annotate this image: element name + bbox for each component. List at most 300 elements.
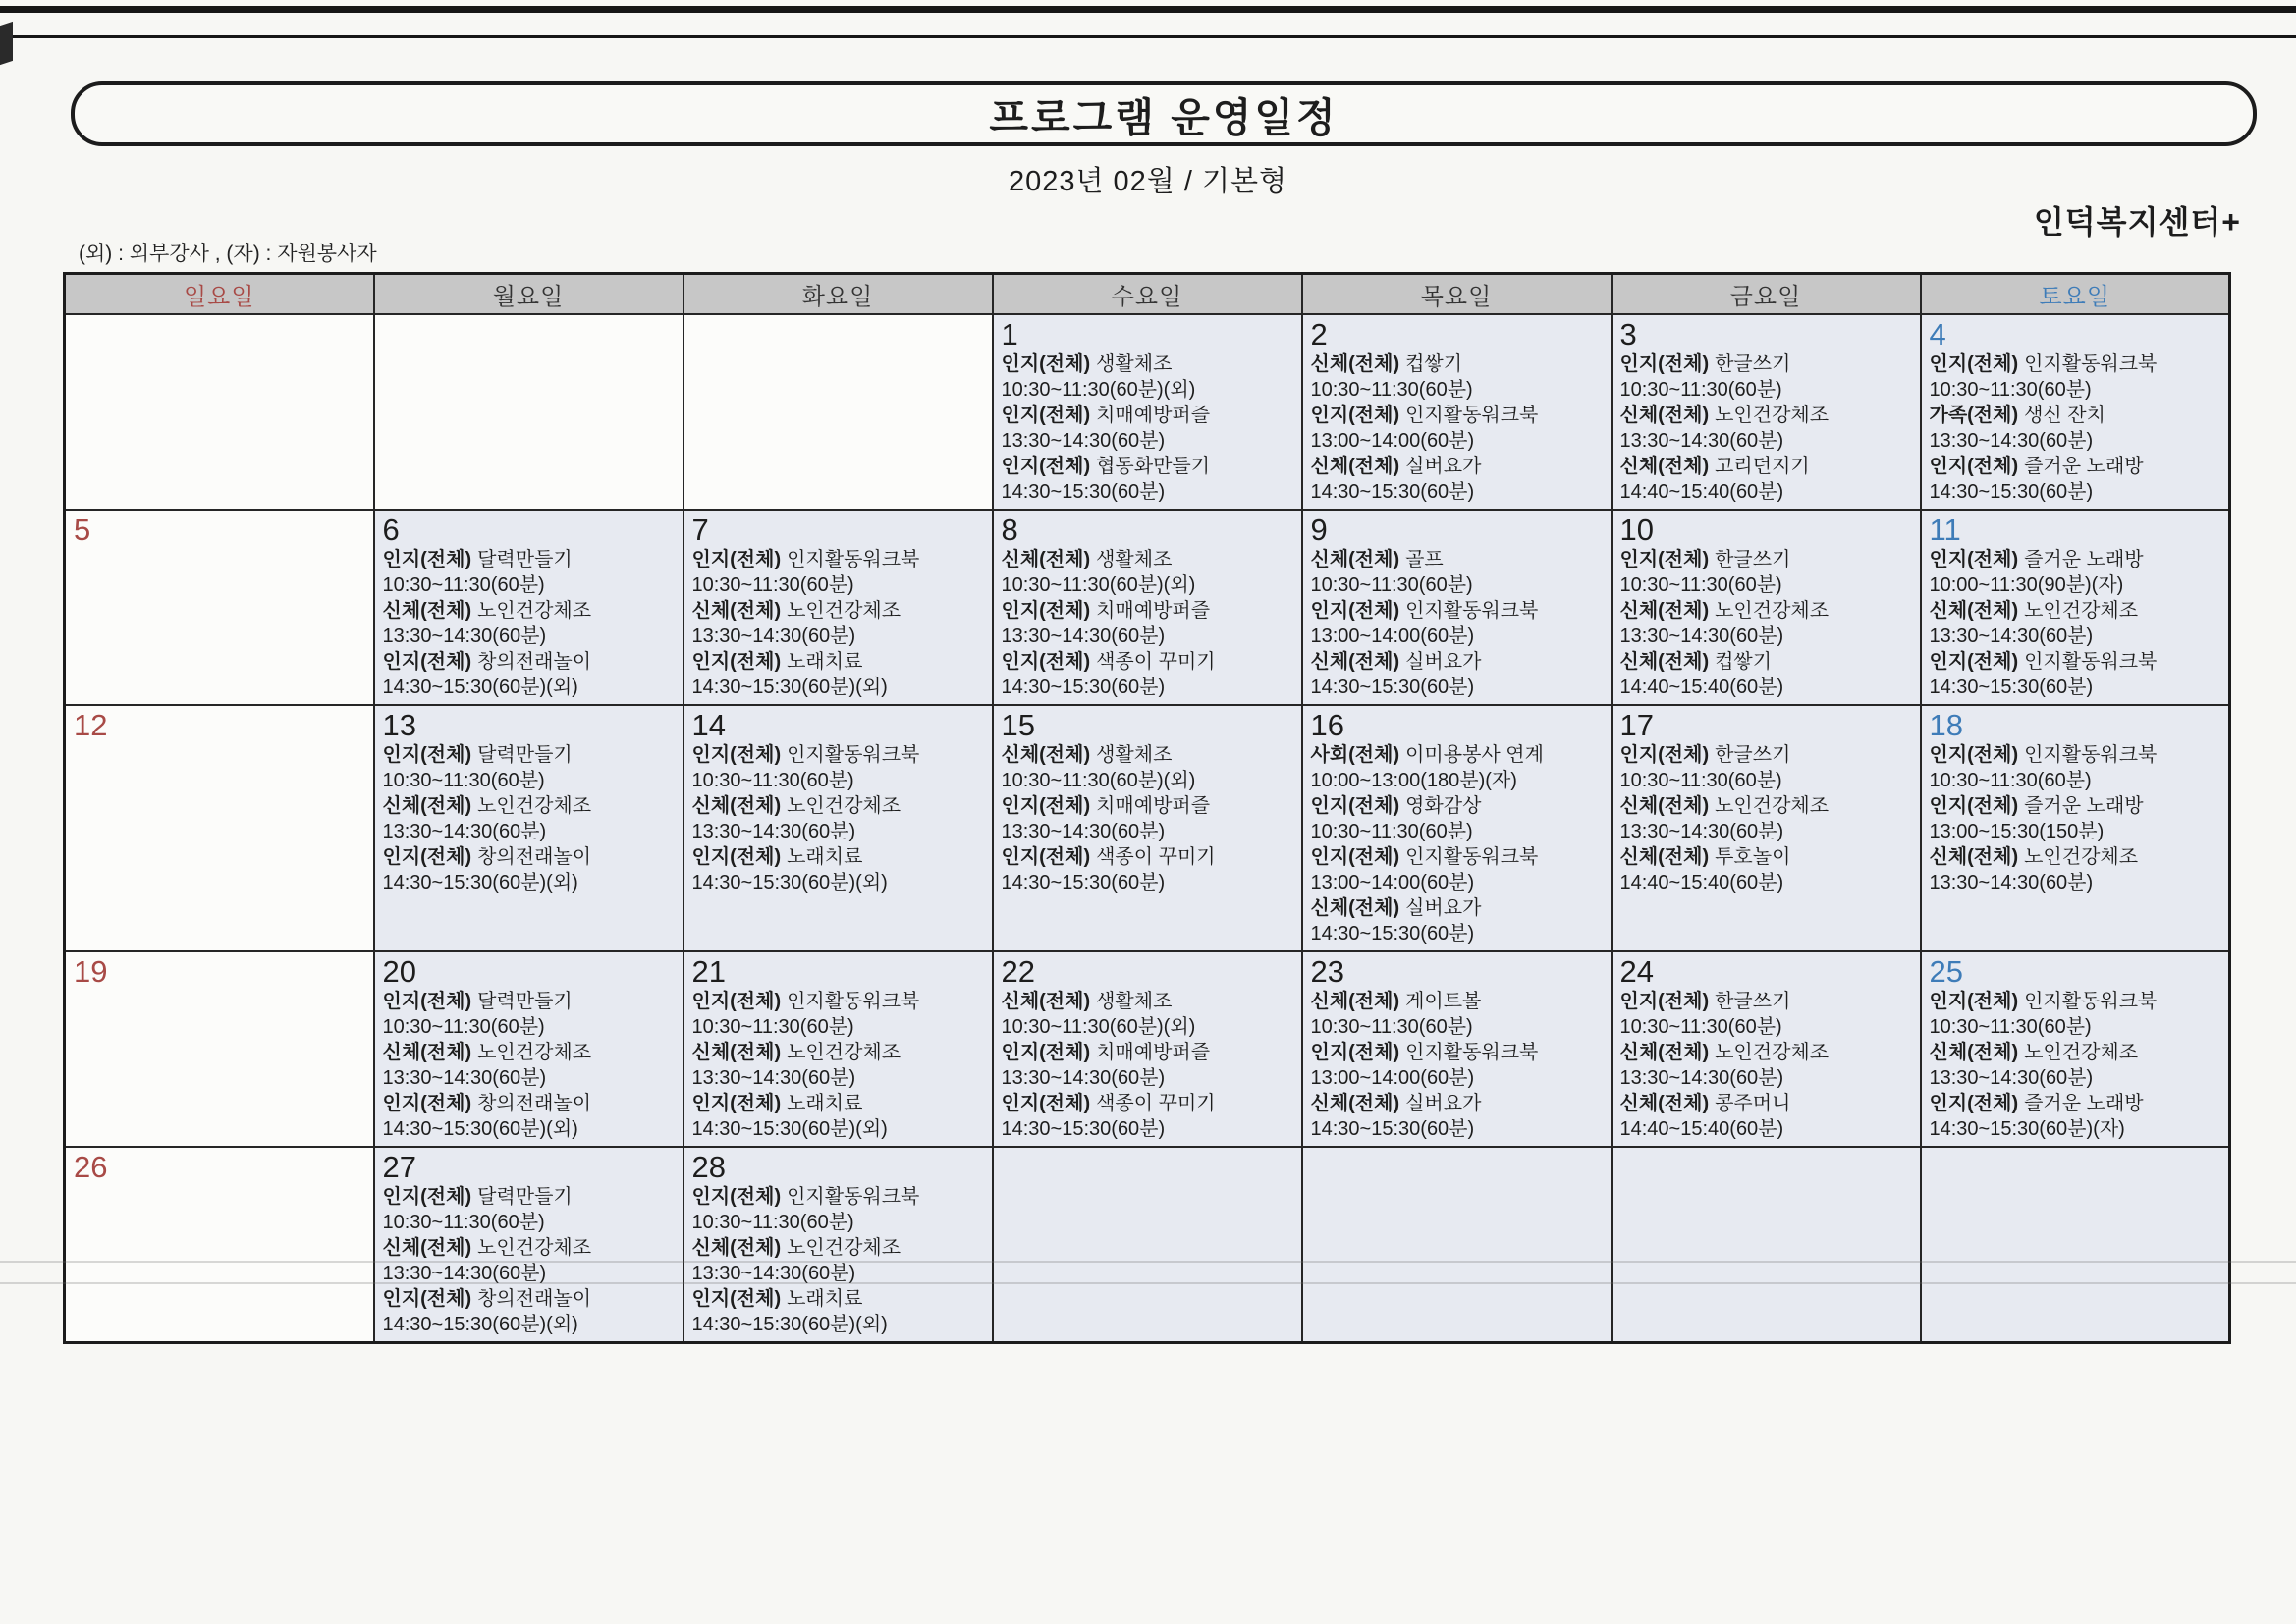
day-number: 3 [1619, 317, 1637, 352]
program-title-line [692, 1091, 988, 1116]
program-category: 신체(전체) [691, 1042, 782, 1063]
day-number: 7 [691, 513, 709, 547]
program-title-line [1002, 742, 1297, 768]
program-title-line [692, 989, 988, 1014]
program-time: 10:30~11:30(60분) [1929, 379, 2092, 401]
page-subtitle: 2023년 02월 / 기본형 [1008, 166, 1288, 197]
program-time: 10:30~11:30(60분) [1310, 574, 1473, 596]
program-item [383, 1040, 679, 1091]
program-title-line [692, 793, 988, 819]
program-title-line [1620, 598, 1916, 623]
program-item [1002, 1091, 1297, 1142]
program-category: 인지(전체) [1619, 353, 1710, 375]
program-time: 14:30~15:30(60분)(외) [382, 872, 578, 893]
day-number: 6 [382, 513, 400, 547]
program-item [1002, 793, 1297, 844]
program-activity: 즐거운 노래방 [2024, 549, 2144, 570]
program-title-line [1002, 1040, 1297, 1065]
day-cell [683, 951, 993, 1147]
program-activity: 생활체조 [1096, 744, 1173, 766]
program-title-line [1002, 989, 1297, 1014]
program-title-line [1620, 403, 1916, 428]
day-cell [993, 510, 1302, 705]
program-time: 10:30~11:30(60분) [1310, 379, 1473, 401]
program-title-line [1002, 352, 1297, 377]
program-category: 인지(전체) [382, 846, 472, 868]
program-item [1620, 1040, 1916, 1091]
program-time: 10:30~11:30(60분) [1310, 1016, 1473, 1038]
program-title-line [1002, 454, 1297, 479]
program-activity: 실버요가 [1405, 1093, 1482, 1114]
program-item [1930, 989, 2225, 1040]
program-item [1930, 352, 2225, 403]
program-category: 인지(전체) [382, 1288, 472, 1310]
program-time: 14:30~15:30(60분)(외) [382, 1118, 578, 1140]
program-category: 인지(전체) [382, 1093, 472, 1114]
program-category: 신체(전체) [382, 1237, 472, 1259]
program-category: 인지(전체) [1929, 651, 2019, 673]
program-time: 14:30~15:30(60분) [1001, 1118, 1166, 1140]
program-category: 인지(전체) [691, 1093, 782, 1114]
day-header-sun: 일요일 [65, 274, 374, 315]
program-category: 신체(전체) [1310, 1093, 1400, 1114]
program-category: 신체(전체) [382, 600, 472, 622]
program-item [1311, 454, 1607, 505]
program-time: 13:30~14:30(60분) [382, 1263, 547, 1284]
program-item [692, 649, 988, 700]
day-number: 21 [691, 954, 726, 989]
program-activity: 한글쓰기 [1715, 991, 1791, 1012]
program-time: 10:00~13:00(180분)(자) [1310, 770, 1517, 791]
program-activity: 한글쓰기 [1715, 353, 1791, 375]
program-activity: 컵쌓기 [1715, 651, 1773, 673]
program-time: 13:30~14:30(60분) [1929, 625, 2094, 647]
program-category: 인지(전체) [1001, 456, 1091, 477]
program-title-line [1930, 547, 2225, 572]
day-cell [993, 1147, 1302, 1343]
program-title-line [1311, 352, 1607, 377]
program-category: 인지(전체) [1929, 744, 2019, 766]
program-category: 신체(전체) [1929, 600, 2019, 622]
program-category: 인지(전체) [691, 846, 782, 868]
program-item [1930, 649, 2225, 700]
day-number: 16 [1310, 708, 1344, 742]
program-item [1002, 1040, 1297, 1091]
program-category: 사회(전체) [1310, 744, 1400, 766]
day-header-weekday-5: 금요일 [1612, 274, 1921, 315]
day-cell [65, 951, 374, 1147]
program-time: 10:30~11:30(60분)(외) [1001, 1016, 1196, 1038]
program-title-line [1002, 598, 1297, 623]
day-number: 23 [1310, 954, 1344, 989]
program-title-line [383, 793, 679, 819]
program-activity: 한글쓰기 [1715, 549, 1791, 570]
program-activity: 색종이 꾸미기 [1096, 1093, 1216, 1114]
program-time: 14:40~15:40(60분) [1619, 1118, 1784, 1140]
program-time: 14:30~15:30(60분) [1001, 677, 1166, 698]
program-title-line [692, 547, 988, 572]
program-category: 신체(전체) [691, 600, 782, 622]
program-category: 인지(전체) [1001, 600, 1091, 622]
program-time: 13:30~14:30(60분) [1001, 821, 1166, 842]
program-title-line [1311, 895, 1607, 921]
program-time: 10:30~11:30(60분) [1929, 1016, 2092, 1038]
day-number: 17 [1619, 708, 1654, 742]
program-activity: 실버요가 [1405, 897, 1482, 919]
program-time: 10:30~11:30(60분) [691, 770, 854, 791]
week-row [65, 705, 2230, 951]
program-item [692, 1091, 988, 1142]
program-title-line [383, 1235, 679, 1261]
program-category: 인지(전체) [1310, 600, 1400, 622]
week-row [65, 951, 2230, 1147]
program-title-line [1002, 403, 1297, 428]
program-item [1620, 649, 1916, 700]
program-time: 10:30~11:30(60분) [1619, 770, 1782, 791]
program-time: 10:30~11:30(60분)(외) [1001, 770, 1196, 791]
program-item [1311, 895, 1607, 947]
program-item [1930, 1091, 2225, 1142]
program-category: 신체(전체) [1310, 353, 1400, 375]
program-activity: 인지활동워크북 [1405, 405, 1539, 426]
program-category: 신체(전체) [1001, 549, 1091, 570]
program-category: 인지(전체) [382, 651, 472, 673]
program-item [1002, 989, 1297, 1040]
program-title-line [1311, 742, 1607, 768]
program-category: 신체(전체) [1310, 651, 1400, 673]
program-activity: 즐거운 노래방 [2024, 1093, 2144, 1114]
program-category: 인지(전체) [1619, 991, 1710, 1012]
program-title-line [692, 742, 988, 768]
program-activity: 노인건강체조 [787, 795, 902, 817]
program-time: 14:30~15:30(60분) [1001, 481, 1166, 503]
program-activity: 달력만들기 [477, 1186, 573, 1208]
program-category: 신체(전체) [1619, 600, 1710, 622]
program-item [1311, 844, 1607, 895]
program-activity: 노인건강체조 [787, 600, 902, 622]
program-item [1620, 547, 1916, 598]
program-activity: 인지활동워크북 [2024, 353, 2158, 375]
day-cell [993, 951, 1302, 1147]
program-title-line [1930, 844, 2225, 870]
program-time: 14:30~15:30(60분)(외) [691, 1118, 888, 1140]
day-cell [683, 1147, 993, 1343]
program-activity: 노인건강체조 [1715, 405, 1830, 426]
program-category: 인지(전체) [1001, 795, 1091, 817]
program-activity: 색종이 꾸미기 [1096, 651, 1216, 673]
program-item [383, 649, 679, 700]
day-number: 26 [74, 1150, 108, 1184]
program-activity: 게이트볼 [1405, 991, 1482, 1012]
program-title-line [692, 1184, 988, 1210]
program-time: 10:00~11:30(90분)(자) [1929, 574, 2124, 596]
program-time: 13:30~14:30(60분) [691, 821, 856, 842]
program-time: 10:30~11:30(60분)(외) [1001, 379, 1196, 401]
program-activity: 노인건강체조 [2024, 846, 2139, 868]
day-cell [374, 314, 683, 510]
program-category: 가족(전체) [1929, 405, 2019, 426]
program-item [383, 547, 679, 598]
program-time: 13:00~14:00(60분) [1310, 872, 1475, 893]
program-title-line [1930, 793, 2225, 819]
program-item [1002, 742, 1297, 793]
program-activity: 인지활동워크북 [1405, 846, 1539, 868]
page-title: 프로그램 운영일정 [989, 94, 1339, 140]
program-category: 인지(전체) [1929, 456, 2019, 477]
program-category: 인지(전체) [1001, 846, 1091, 868]
program-title-line [692, 1286, 988, 1312]
program-item [692, 742, 988, 793]
program-title-line [1002, 547, 1297, 572]
day-number: 18 [1929, 708, 1963, 742]
program-category: 인지(전체) [1001, 1093, 1091, 1114]
program-time: 10:30~11:30(60분) [1929, 770, 2092, 791]
day-number: 27 [382, 1150, 416, 1184]
day-header-weekday-3: 수요일 [993, 274, 1302, 315]
program-category: 인지(전체) [1001, 1042, 1091, 1063]
scan-artifact-line [0, 6, 2296, 13]
program-activity: 노인건강체조 [787, 1237, 902, 1259]
program-time: 13:30~14:30(60분) [382, 1067, 547, 1089]
day-cell [65, 510, 374, 705]
day-number: 19 [74, 954, 108, 989]
program-item [383, 793, 679, 844]
day-number: 5 [74, 513, 91, 547]
day-number: 24 [1619, 954, 1654, 989]
program-title-line [1620, 547, 1916, 572]
program-title-line [1930, 454, 2225, 479]
program-time: 13:30~14:30(60분) [691, 1067, 856, 1089]
program-item [1002, 403, 1297, 454]
week-row [65, 510, 2230, 705]
calendar-body [65, 314, 2230, 1343]
program-category: 인지(전체) [1929, 549, 2019, 570]
program-title-line [1930, 649, 2225, 675]
program-title-line [383, 547, 679, 572]
program-activity: 노인건강체조 [1715, 795, 1830, 817]
day-cell [1612, 951, 1921, 1147]
program-time: 14:30~15:30(60분)(외) [691, 1314, 888, 1335]
program-category: 신체(전체) [1619, 456, 1710, 477]
program-title-line [1620, 844, 1916, 870]
program-time: 13:30~14:30(60분) [1929, 872, 2094, 893]
program-time: 13:00~15:30(150분) [1929, 821, 2105, 842]
program-item [1620, 403, 1916, 454]
program-title-line [1311, 598, 1607, 623]
program-time: 14:40~15:40(60분) [1619, 677, 1784, 698]
program-item [1620, 793, 1916, 844]
program-category: 인지(전체) [691, 651, 782, 673]
program-title-line [1002, 793, 1297, 819]
program-category: 신체(전체) [1310, 991, 1400, 1012]
program-activity: 노래치료 [787, 651, 863, 673]
program-category: 인지(전체) [1929, 795, 2019, 817]
day-number: 12 [74, 708, 108, 742]
program-time: 10:30~11:30(60분) [691, 1016, 854, 1038]
calendar-table [63, 272, 2231, 1344]
program-activity: 인지활동워크북 [1405, 600, 1539, 622]
program-activity: 달력만들기 [477, 744, 573, 766]
day-header-weekday-1: 월요일 [374, 274, 683, 315]
day-number: 8 [1001, 513, 1018, 547]
program-item [383, 1286, 679, 1337]
day-cell [65, 705, 374, 951]
program-title-line [1311, 649, 1607, 675]
week-row [65, 314, 2230, 510]
program-title-line [1311, 793, 1607, 819]
program-item [692, 1184, 988, 1235]
program-category: 인지(전체) [1929, 991, 2019, 1012]
program-time: 14:30~15:30(60분) [1310, 923, 1475, 945]
program-time: 14:30~15:30(60분) [1929, 677, 2094, 698]
day-number: 2 [1310, 317, 1328, 352]
program-item [1002, 844, 1297, 895]
program-item [383, 1184, 679, 1235]
program-category: 신체(전체) [382, 795, 472, 817]
program-activity: 인지활동워크북 [1405, 1042, 1539, 1063]
program-time: 10:30~11:30(60분) [691, 1212, 854, 1233]
program-item [383, 742, 679, 793]
program-item [692, 1286, 988, 1337]
program-time: 14:40~15:40(60분) [1619, 872, 1784, 893]
program-item [1930, 742, 2225, 793]
program-category: 신체(전체) [1619, 846, 1710, 868]
program-category: 신체(전체) [1619, 1042, 1710, 1063]
program-activity: 창의전래놀이 [477, 651, 592, 673]
day-number: 10 [1619, 513, 1654, 547]
program-item [1002, 547, 1297, 598]
program-item [1002, 598, 1297, 649]
program-item [1930, 547, 2225, 598]
program-time: 13:30~14:30(60분) [1619, 625, 1784, 647]
program-title-line [1002, 649, 1297, 675]
day-header-weekday-4: 목요일 [1302, 274, 1612, 315]
day-cell [1302, 1147, 1612, 1343]
program-item [692, 598, 988, 649]
program-activity: 노래치료 [787, 846, 863, 868]
program-item [1930, 1040, 2225, 1091]
program-item [1620, 352, 1916, 403]
program-category: 인지(전체) [691, 1186, 782, 1208]
center-name: 인덕복지센터+ [2033, 204, 2241, 240]
program-title-line [1002, 1091, 1297, 1116]
day-cell [1612, 314, 1921, 510]
program-title-line [692, 844, 988, 870]
program-item [1311, 352, 1607, 403]
program-category: 인지(전체) [1310, 846, 1400, 868]
program-activity: 영화감상 [1405, 795, 1482, 817]
program-category: 인지(전체) [1001, 353, 1091, 375]
program-activity: 노인건강체조 [477, 795, 592, 817]
program-category: 인지(전체) [382, 991, 472, 1012]
program-category: 인지(전체) [1310, 795, 1400, 817]
program-title-line [692, 1040, 988, 1065]
program-item [1620, 454, 1916, 505]
program-activity: 인지활동워크북 [787, 991, 920, 1012]
program-category: 신체(전체) [691, 1237, 782, 1259]
program-item [1620, 742, 1916, 793]
program-title-line [1620, 989, 1916, 1014]
program-activity: 골프 [1405, 549, 1444, 570]
program-category: 인지(전체) [382, 744, 472, 766]
day-number: 22 [1001, 954, 1035, 989]
program-activity: 창의전래놀이 [477, 1093, 592, 1114]
program-title-line [383, 742, 679, 768]
program-activity: 생활체조 [1096, 549, 1173, 570]
program-category: 인지(전체) [691, 549, 782, 570]
program-activity: 고리던지기 [1715, 456, 1810, 477]
program-activity: 노인건강체조 [477, 1237, 592, 1259]
program-activity: 달력만들기 [477, 991, 573, 1012]
day-number: 1 [1001, 317, 1018, 352]
day-number: 28 [691, 1150, 726, 1184]
program-activity: 노인건강체조 [1715, 1042, 1830, 1063]
program-activity: 실버요가 [1405, 651, 1482, 673]
day-cell [993, 705, 1302, 951]
program-title-line [1311, 454, 1607, 479]
program-time: 13:00~14:00(60분) [1310, 1067, 1475, 1089]
program-item [692, 844, 988, 895]
program-title-line [1930, 742, 2225, 768]
program-time: 14:30~15:30(60분)(자) [1929, 1118, 2125, 1140]
program-title-line [1930, 352, 2225, 377]
program-activity: 달력만들기 [477, 549, 573, 570]
program-title-line [1311, 1091, 1607, 1116]
day-number: 11 [1929, 513, 1961, 547]
program-activity: 창의전래놀이 [477, 1288, 592, 1310]
program-item [692, 1235, 988, 1286]
program-time: 10:30~11:30(60분) [1619, 1016, 1782, 1038]
program-time: 10:30~11:30(60분) [691, 574, 854, 596]
program-title-line [383, 844, 679, 870]
day-cell [1302, 951, 1612, 1147]
day-cell [1302, 314, 1612, 510]
program-item [1620, 844, 1916, 895]
day-cell [683, 314, 993, 510]
program-category: 신체(전체) [1619, 405, 1710, 426]
program-title-line [1930, 1040, 2225, 1065]
day-cell [1921, 314, 2230, 510]
program-time: 10:30~11:30(60분) [382, 574, 545, 596]
program-title-line [1930, 989, 2225, 1014]
program-time: 14:30~15:30(60분) [1310, 1118, 1475, 1140]
program-category: 인지(전체) [382, 549, 472, 570]
day-cell [374, 951, 683, 1147]
scan-artifact-mark [0, 22, 13, 65]
program-item [383, 1235, 679, 1286]
program-time: 14:30~15:30(60분) [1929, 481, 2094, 503]
title-box [71, 81, 2257, 146]
program-category: 신체(전체) [1310, 549, 1400, 570]
program-time: 10:30~11:30(60분) [1619, 379, 1782, 401]
program-time: 13:30~14:30(60분) [1619, 1067, 1784, 1089]
program-title-line [1311, 989, 1607, 1014]
program-title-line [383, 1286, 679, 1312]
program-time: 10:30~11:30(60분) [382, 1016, 545, 1038]
day-cell [683, 510, 993, 705]
program-activity: 인지활동워크북 [2024, 744, 2158, 766]
day-cell [683, 705, 993, 951]
program-time: 13:30~14:30(60분) [382, 625, 547, 647]
program-time: 10:30~11:30(60분) [1310, 821, 1473, 842]
program-title-line [383, 649, 679, 675]
program-title-line [1620, 1040, 1916, 1065]
program-category: 신체(전체) [1001, 991, 1091, 1012]
program-time: 13:30~14:30(60분) [1929, 1067, 2094, 1089]
program-item [1002, 454, 1297, 505]
program-title-line [383, 989, 679, 1014]
program-title-line [383, 1184, 679, 1210]
